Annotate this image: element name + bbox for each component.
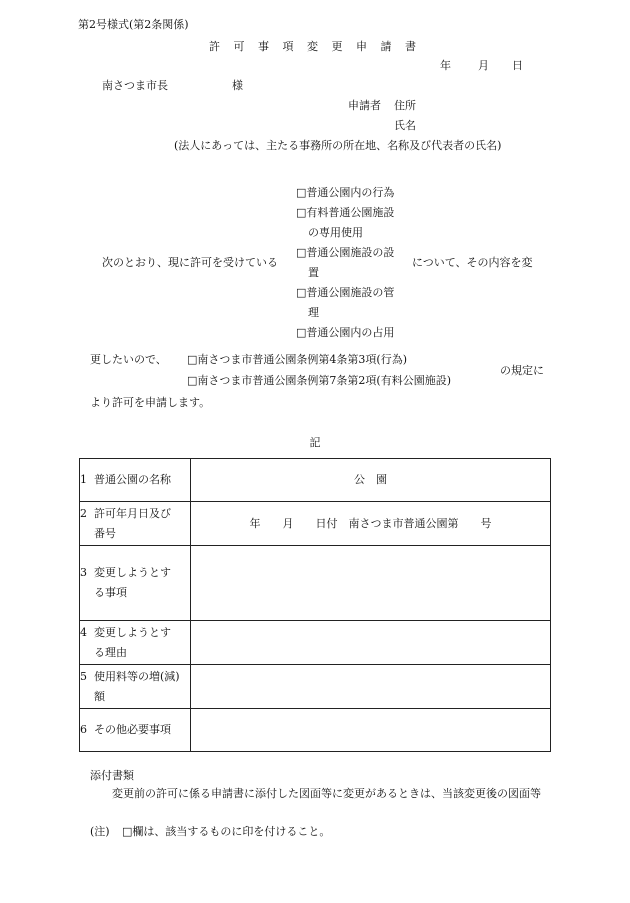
address-label: 住所 — [394, 99, 416, 112]
option-checkbox-exclusive-use[interactable] — [296, 204, 394, 220]
row-number: 2 — [80, 506, 87, 520]
option-checkbox-management[interactable] — [296, 284, 394, 300]
provision-text: の規定に — [500, 364, 544, 377]
row-label — [80, 665, 191, 709]
document-title: 許 可 事 項 変 更 申 請 書 — [209, 40, 421, 53]
table-row — [80, 709, 551, 752]
body-text-line2: 更したいので、 — [90, 353, 167, 366]
details-table — [79, 458, 551, 752]
option-checkbox-activity[interactable] — [296, 184, 394, 200]
ordinance-label: 南さつま市普通公園条例第7条第2項(有料公園施設) — [197, 374, 451, 387]
row-label — [80, 709, 191, 752]
row-label-text: 変更しようとする事項 — [94, 566, 171, 599]
ordinance-checkbox-paid-facility[interactable] — [187, 372, 451, 388]
checkbox-icon[interactable]: □ — [187, 374, 198, 387]
ordinance-checkbox-activity[interactable] — [187, 351, 407, 367]
name-label: 氏名 — [394, 119, 416, 132]
row-number: 4 — [80, 625, 87, 639]
change-reason-field[interactable] — [191, 621, 551, 665]
option-label: 普通公園内の行為 — [306, 186, 395, 199]
row-label — [80, 502, 191, 546]
table-row — [80, 546, 551, 621]
checkbox-icon[interactable]: □ — [296, 186, 307, 199]
corporate-note: (法人にあっては、主たる事務所の所在地、名称及び代表者の氏名) — [174, 139, 502, 152]
change-items-field[interactable] — [191, 546, 551, 621]
row-label-text: 使用料等の増(減)額 — [94, 669, 180, 703]
row-number: 6 — [80, 723, 87, 736]
body-text-line3: より許可を申請します。 — [90, 396, 211, 409]
date-day-label: 日 — [512, 59, 523, 72]
checkbox-icon[interactable]: □ — [187, 353, 198, 366]
checkbox-icon[interactable]: □ — [296, 246, 307, 259]
option-checkbox-installation[interactable] — [296, 244, 394, 260]
row-number: 1 — [80, 473, 87, 486]
option-label-continued: の専用使用 — [308, 226, 363, 239]
checkbox-icon[interactable]: □ — [296, 206, 307, 219]
note-text: □欄は、該当するものに印を付けること。 — [122, 825, 331, 838]
row-label-text: 変更しようとする理由 — [94, 625, 171, 659]
checkbox-icon[interactable]: □ — [296, 286, 307, 299]
row-label-text: 許可年月日及び番号 — [94, 506, 171, 540]
date-year-label: 年 — [440, 59, 451, 72]
body-text-right: について、その内容を変 — [412, 256, 533, 269]
fee-change-field[interactable] — [191, 665, 551, 709]
table-row — [80, 502, 551, 546]
ki-heading: 記 — [309, 436, 321, 449]
row-number: 5 — [80, 669, 87, 683]
other-items-field[interactable] — [191, 709, 551, 752]
option-label: 普通公園内の占用 — [306, 326, 395, 339]
option-label-continued: 置 — [308, 266, 319, 279]
table-row — [80, 621, 551, 665]
ordinance-label: 南さつま市普通公園条例第4条第3項(行為) — [197, 353, 407, 366]
option-label: 有料普通公園施設 — [306, 206, 395, 219]
checkbox-icon[interactable]: □ — [296, 326, 307, 339]
table-row — [80, 665, 551, 709]
park-name-field[interactable]: 公 園 — [191, 459, 551, 502]
option-label-continued: 理 — [308, 306, 319, 319]
addressee: 南さつま市長 — [102, 79, 168, 92]
row-label — [80, 621, 191, 665]
row-label-text: その他必要事項 — [94, 723, 171, 736]
option-checkbox-occupation[interactable] — [296, 324, 394, 340]
applicant-label: 申請者 — [348, 99, 381, 112]
table-row — [80, 459, 551, 502]
row-label — [80, 546, 191, 621]
row-label-text: 普通公園の名称 — [94, 473, 171, 486]
attachments-title: 添付書類 — [90, 769, 134, 782]
addressee-honorific: 様 — [232, 79, 243, 92]
form-number: 第2号様式(第2条関係) — [78, 18, 189, 31]
note-label: (注) — [90, 825, 110, 838]
option-label: 普通公園施設の管 — [306, 286, 395, 299]
row-label — [80, 459, 191, 502]
permit-date-number-field[interactable]: 年 月 日付 南さつま市普通公園第 号 — [191, 502, 551, 546]
attachments-text: 変更前の許可に係る申請書に添付した図面等に変更があるときは、当該変更後の図面等 — [112, 787, 541, 800]
row-number: 3 — [80, 566, 87, 579]
date-month-label: 月 — [478, 59, 489, 72]
body-text-left: 次のとおり、現に許可を受けている — [102, 256, 278, 269]
option-label: 普通公園施設の設 — [306, 246, 395, 259]
